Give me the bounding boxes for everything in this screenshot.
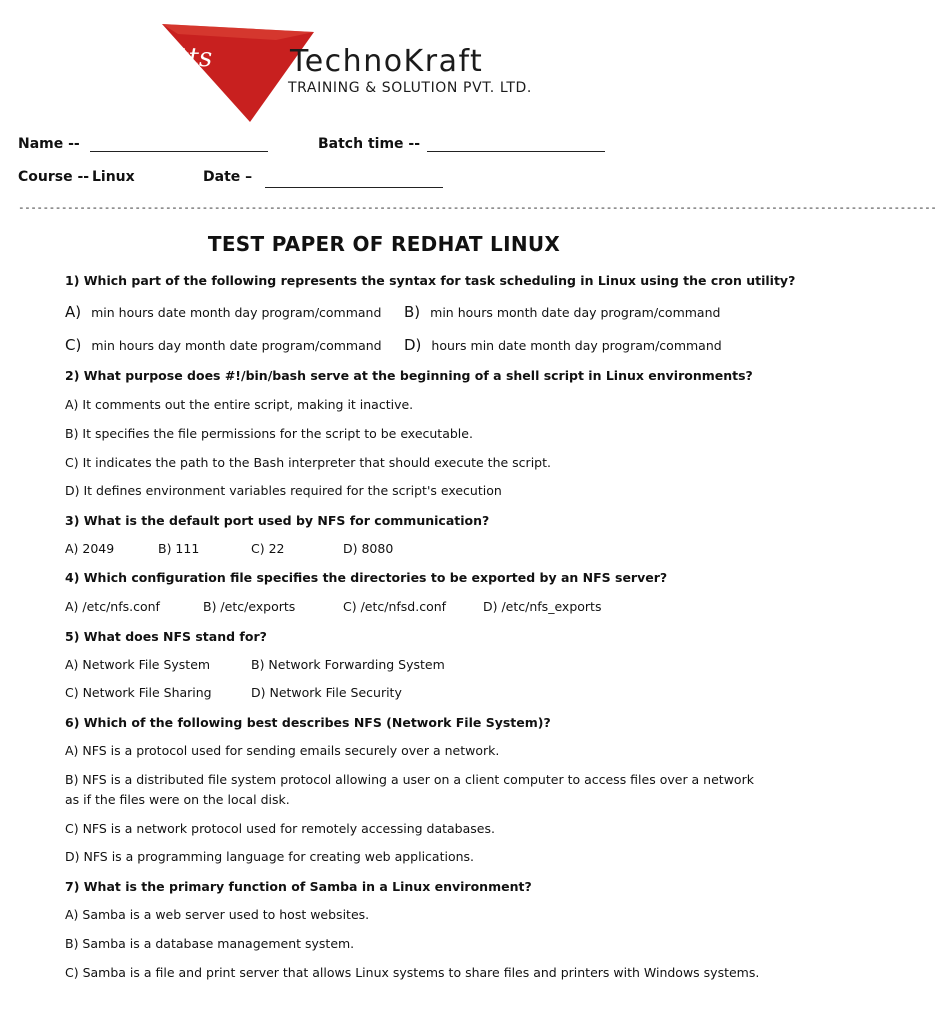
q5-option-c: C) Network File Sharing bbox=[65, 685, 212, 700]
q6-option-b: B) NFS is a distributed file system protocol allowing a user on a client computer to access files over a network as if the files were on the local disk. bbox=[65, 772, 754, 807]
q7-option-a: A) Samba is a web server used to host websites. bbox=[65, 907, 370, 922]
q6-option-c: C) NFS is a network protocol used for remotely accessing databases. bbox=[65, 821, 495, 836]
q4-option-c: C) /etc/nfsd.conf bbox=[343, 599, 447, 614]
q6-option-d: D) NFS is a programming language for creating web applications. bbox=[65, 849, 475, 864]
q6-option-a: A) NFS is a protocol used for sending emails securely over a network. bbox=[65, 743, 500, 758]
question-5: 5) What does NFS stand for? bbox=[65, 629, 267, 644]
q3-option-d: D) 8080 bbox=[343, 541, 394, 556]
separator-line: ------------------------------------------------------------------------------------------------------------------------------------------------------ bbox=[18, 201, 936, 214]
question-2: 2) What purpose does #!/bin/bash serve at the beginning of a shell script in Linux environments? bbox=[65, 368, 753, 383]
q1-option-c: C) min hours day month date program/command bbox=[65, 336, 382, 354]
batch-time-label: Batch time -- bbox=[318, 136, 421, 152]
batch-time-blank[interactable] bbox=[427, 151, 605, 152]
question-6: 6) Which of the following best describes NFS (Network File System)? bbox=[65, 715, 551, 730]
question-3: 3) What is the default port used by NFS for communication? bbox=[65, 513, 490, 528]
q2-option-b: B) It specifies the file permissions for the script to be executable. bbox=[65, 426, 473, 441]
q4-option-a: A) /etc/nfs.conf bbox=[65, 599, 160, 614]
page-title: TEST PAPER OF REDHAT LINUX bbox=[207, 232, 561, 256]
q1-option-d: D) hours min date month day program/command bbox=[404, 336, 722, 354]
q5-option-a: A) Network File System bbox=[65, 657, 211, 672]
name-blank[interactable] bbox=[90, 151, 268, 152]
q2-option-c: C) It indicates the path to the Bash interpreter that should execute the script. bbox=[65, 455, 551, 470]
q4-option-b: B) /etc/exports bbox=[203, 599, 296, 614]
brand-name: TechnoKraft bbox=[290, 44, 484, 79]
company-logo bbox=[158, 18, 618, 128]
logo-initials: tts bbox=[178, 43, 213, 73]
q2-option-d: D) It defines environment variables required for the script's execution bbox=[65, 483, 502, 498]
question-4: 4) Which configuration file specifies the directories to be exported by an NFS server? bbox=[65, 570, 668, 585]
q3-option-c: C) 22 bbox=[251, 541, 285, 556]
q1-option-b: B) min hours month date day program/command bbox=[404, 303, 721, 321]
name-label: Name -- bbox=[18, 136, 80, 152]
q3-option-b: B) 111 bbox=[158, 541, 200, 556]
q3-option-a: A) 2049 bbox=[65, 541, 115, 556]
q7-option-c: C) Samba is a file and print server that allows Linux systems to share files and printers with Windows systems. bbox=[65, 965, 760, 980]
q1-option-a: A) min hours date month day program/command bbox=[65, 303, 382, 321]
q7-option-b: B) Samba is a database management system. bbox=[65, 936, 355, 951]
question-7: 7) What is the primary function of Samba in a Linux environment? bbox=[65, 879, 532, 894]
brand-subtitle: TRAINING & SOLUTION PVT. LTD. bbox=[288, 80, 532, 96]
course-label: Course -- bbox=[18, 169, 90, 185]
question-1: 1) Which part of the following represents the syntax for task scheduling in Linux using the cron utility? bbox=[65, 273, 796, 288]
date-label: Date – bbox=[203, 169, 253, 185]
date-blank[interactable] bbox=[265, 187, 443, 188]
q5-option-d: D) Network File Security bbox=[251, 685, 402, 700]
q2-option-a: A) It comments out the entire script, making it inactive. bbox=[65, 397, 414, 412]
q5-option-b: B) Network Forwarding System bbox=[251, 657, 445, 672]
course-value: Linux bbox=[92, 169, 135, 185]
q4-option-d: D) /etc/nfs_exports bbox=[483, 599, 602, 614]
